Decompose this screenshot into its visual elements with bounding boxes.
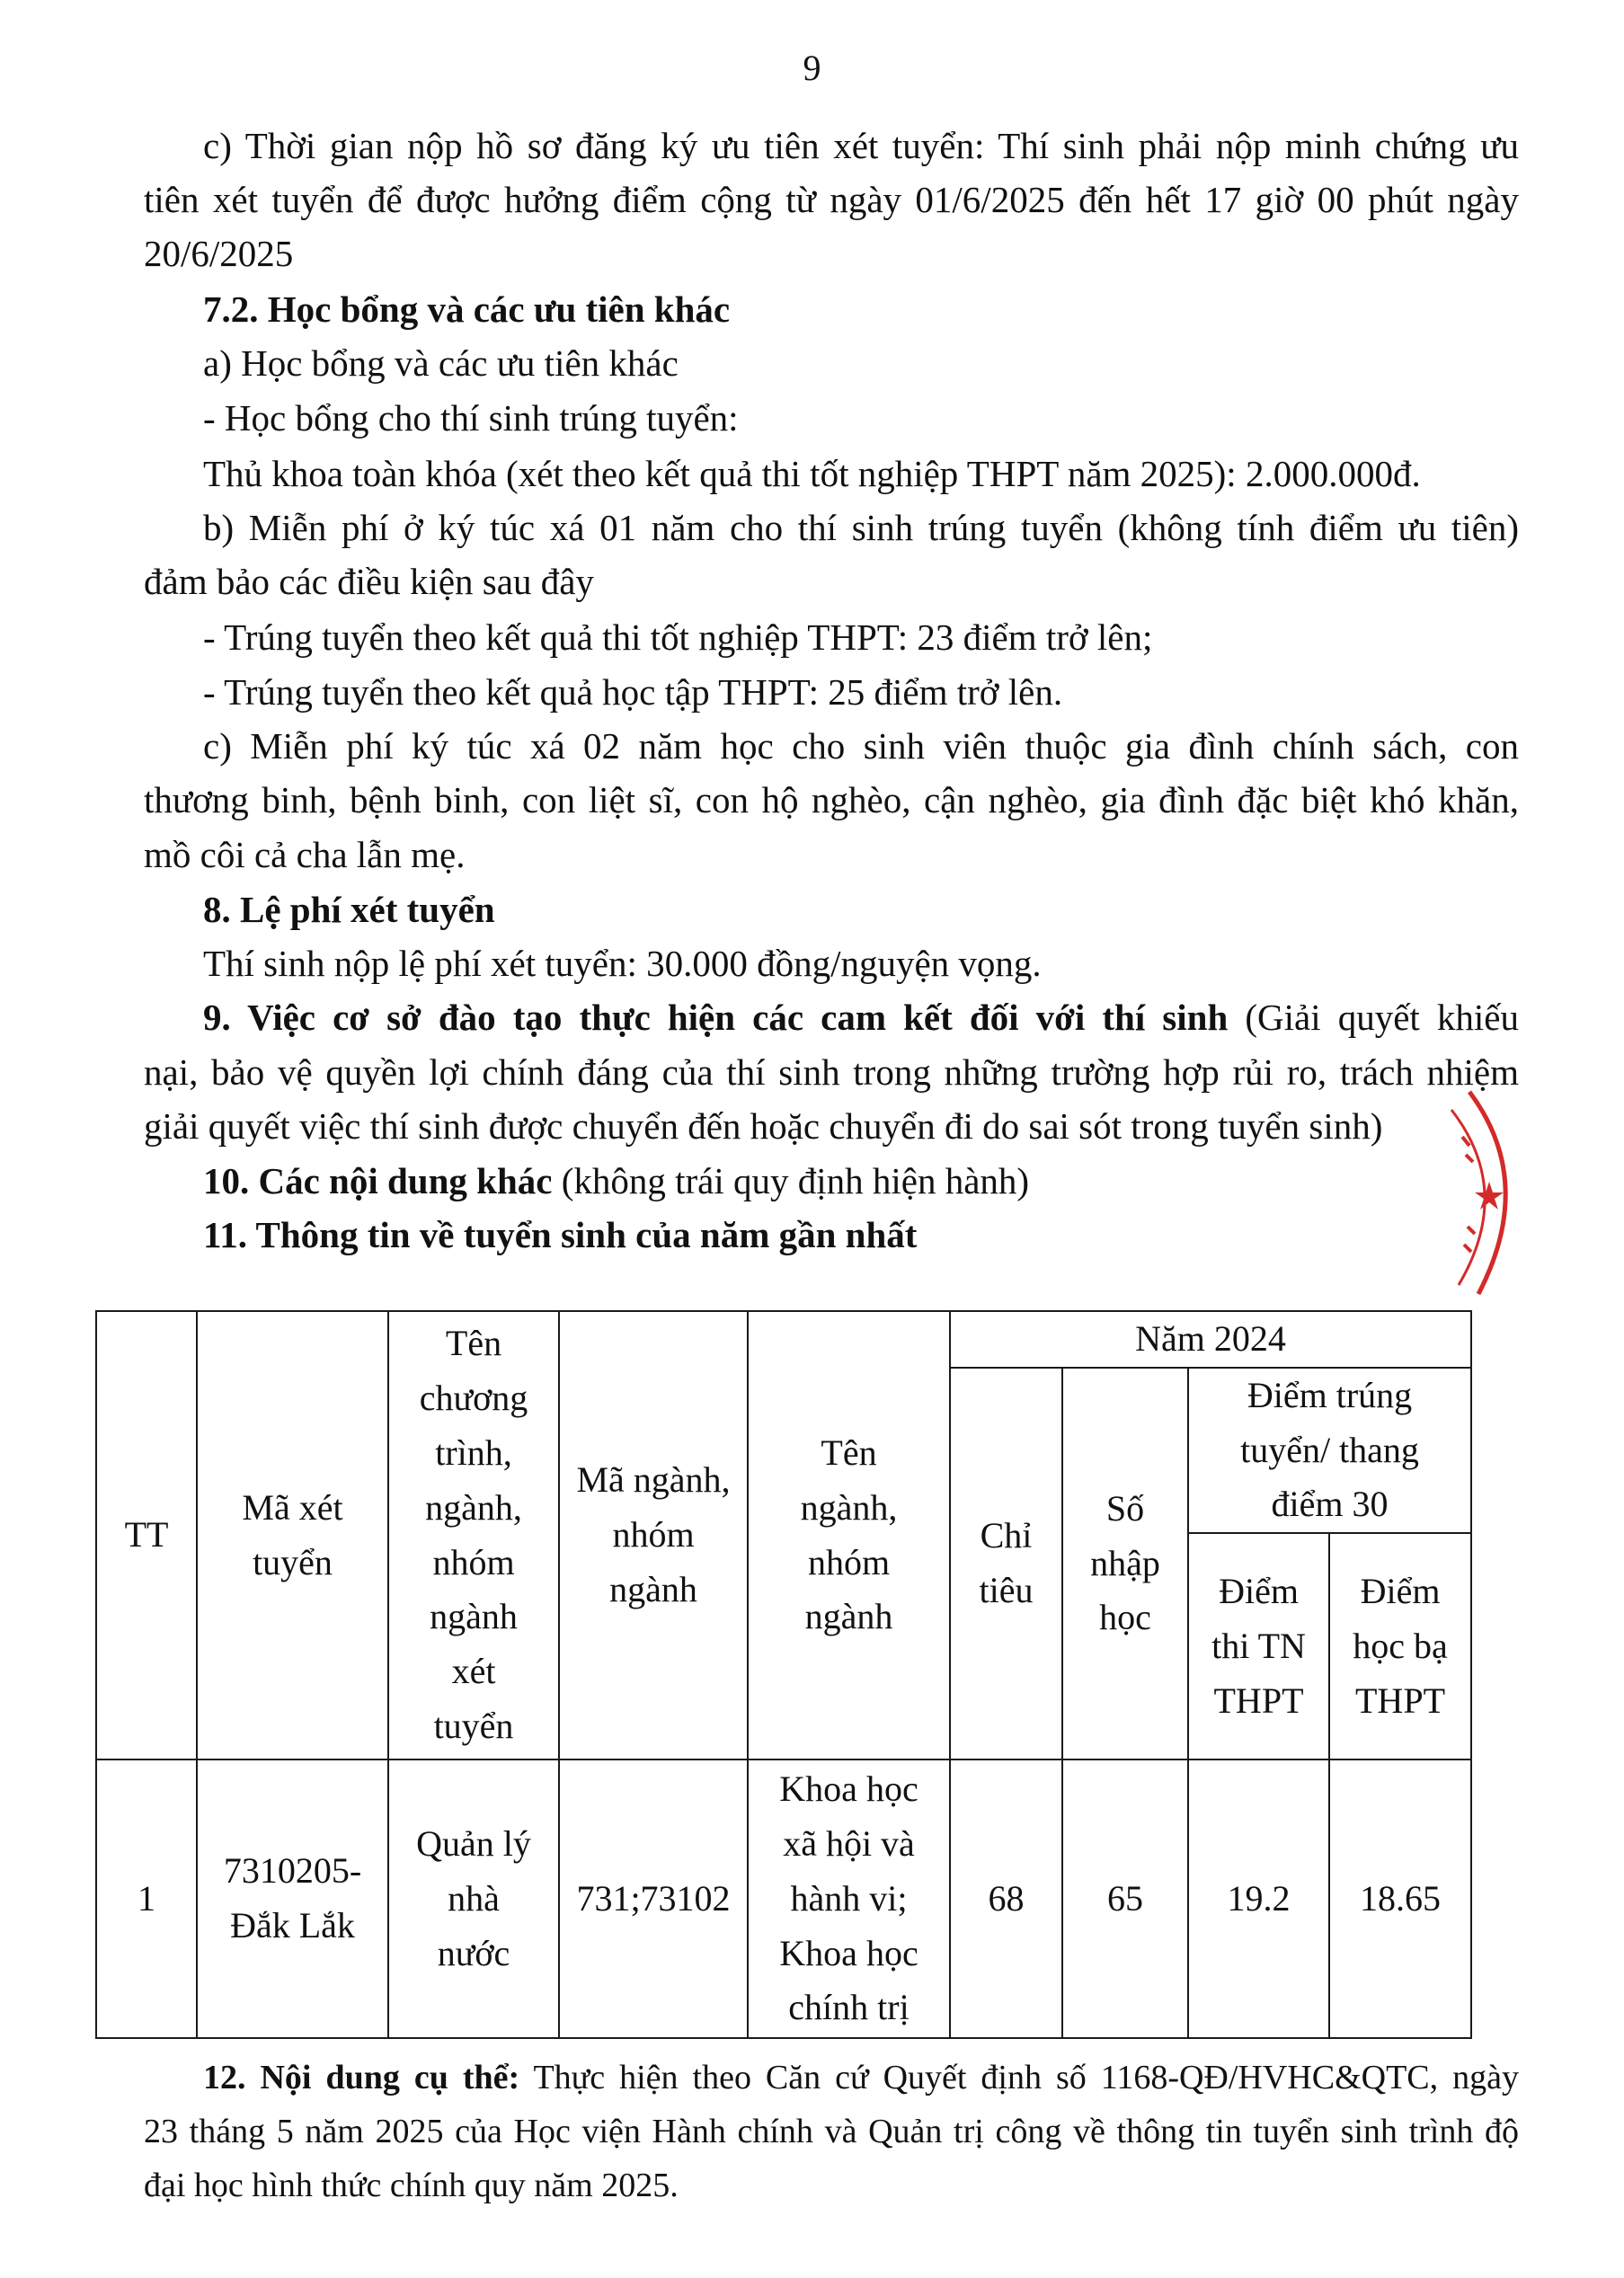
section-12-line-2: 23 tháng 5 năm 2025 của Học viện Hành chính và Quản trị công về thông tin tuyển sinh trình độ	[144, 2113, 1519, 2150]
header-diem-hoc-ba: Điểm học bạ THPT	[1329, 1533, 1471, 1759]
item-c-line-3: mồ côi cả cha lẫn mẹ.	[144, 834, 466, 875]
paragraph-c-line-1: c) Thời gian nộp hồ sơ đăng ký ưu tiên xét tuyển: Thí sinh phải nộp minh chứng ưu	[203, 125, 1519, 166]
section-12-heading: 12. Nội dung cụ thể:	[203, 2059, 520, 2096]
item-a: a) Học bổng và các ưu tiên khác	[203, 342, 679, 384]
table-row	[96, 1759, 1471, 2038]
header-diem-trung-tuyen: Điểm trúng tuyển/ thang điểm 30	[1188, 1368, 1471, 1533]
paragraph-c-line-2: tiên xét tuyển để được hưởng điểm cộng từ ngày 01/6/2025 đến hết 17 giờ 00 phút ngày	[144, 179, 1519, 220]
heading-9-line-1	[203, 997, 1519, 1038]
cell-ten-nganh: Khoa học xã hội và hành vi; Khoa học chính trị	[748, 1759, 950, 2038]
section-12-line-3: đại học hình thức chính quy năm 2025.	[144, 2167, 679, 2204]
header-so-nhap-hoc: Số nhập học	[1062, 1368, 1188, 1759]
heading-8: 8. Lệ phí xét tuyển	[203, 889, 495, 930]
cell-ma-nganh: 731;73102	[559, 1759, 748, 2038]
heading-11: 11. Thông tin về tuyển sinh của năm gần nhất	[203, 1214, 918, 1255]
heading-7-2: 7.2. Học bổng và các ưu tiên khác	[203, 288, 731, 330]
cell-diem-thi: 19.2	[1188, 1759, 1329, 2038]
cell-ma-xet-tuyen: 7310205- Đắk Lắk	[197, 1759, 388, 2038]
heading-9-line-3: giải quyết việc thí sinh được chuyển đến hoặc chuyển đi do sai sót trong tuyển sinh)	[144, 1105, 1383, 1147]
condition-1: - Trúng tuyển theo kết quả thi tốt nghiệp THPT: 23 điểm trở lên;	[203, 616, 1153, 658]
heading-10-bold: 10. Các nội dung khác	[203, 1160, 553, 1201]
header-tt: TT	[96, 1311, 197, 1759]
scholarship-line: - Học bổng cho thí sinh trúng tuyển:	[203, 397, 739, 439]
section-12-line-1	[203, 2058, 1519, 2097]
cell-diem-hoc-ba: 18.65	[1329, 1759, 1471, 2038]
item-b-line-2: đảm bảo các điều kiện sau đây	[144, 561, 594, 602]
heading-10	[203, 1161, 1029, 1201]
valedictorian-line: Thủ khoa toàn khóa (xét theo kết quả thi tốt nghiệp THPT năm 2025): 2.000.000đ.	[203, 453, 1421, 494]
header-ma-nganh: Mã ngành, nhóm ngành	[559, 1311, 748, 1759]
cell-so-nhap-hoc: 65	[1062, 1759, 1188, 2038]
section-12-text: Thực hiện theo Căn cứ Quyết định số 1168-QĐ/HVHC&QTC, ngày	[519, 2059, 1519, 2096]
paragraph-c-line-3: 20/6/2025	[144, 233, 294, 274]
header-ma-xet-tuyen: Mã xét tuyển	[197, 1311, 388, 1759]
page-number: 9	[803, 48, 821, 88]
header-diem-thi: Điểm thi TN THPT	[1188, 1533, 1329, 1759]
header-ten-nganh: Tên ngành, nhóm ngành	[748, 1311, 950, 1759]
heading-10-rest: (không trái quy định hiện hành)	[552, 1160, 1030, 1201]
item-c-line-2: thương binh, bệnh binh, con liệt sĩ, con hộ nghèo, cận nghèo, gia đình đặc biệt khó khăn,	[144, 779, 1519, 820]
cell-ten-chuong-trinh: Quản lý nhà nước	[388, 1759, 559, 2038]
fee-line: Thí sinh nộp lệ phí xét tuyển: 30.000 đồng/nguyện vọng.	[203, 943, 1042, 984]
heading-9-line-2: nại, bảo vệ quyền lợi chính đáng của thí sinh trong những trường hợp rủi ro, trách nhiệm	[144, 1051, 1519, 1093]
header-chi-tieu: Chỉ tiêu	[950, 1368, 1062, 1759]
red-seal-stamp-fragment	[1442, 1083, 1541, 1299]
cell-chi-tieu: 68	[950, 1759, 1062, 2038]
heading-9-bold: 9. Việc cơ sở đào tạo thực hiện các cam kết đối với thí sinh	[203, 997, 1229, 1038]
header-ten-chuong-trinh: Tên chương trình, ngành, nhóm ngành xét tuyển	[388, 1311, 559, 1759]
admission-table	[95, 1310, 1472, 2039]
header-year: Năm 2024	[950, 1311, 1471, 1368]
item-b-line-1: b) Miễn phí ở ký túc xá 01 năm cho thí sinh trúng tuyển (không tính điểm ưu tiên)	[203, 507, 1519, 548]
item-c-line-1: c) Miễn phí ký túc xá 02 năm học cho sinh viên thuộc gia đình chính sách, con	[203, 725, 1519, 767]
cell-tt: 1	[96, 1759, 197, 2038]
condition-2: - Trúng tuyển theo kết quả học tập THPT: 25 điểm trở lên.	[203, 671, 1063, 713]
heading-9-rest: (Giải quyết khiếu	[1228, 997, 1519, 1038]
